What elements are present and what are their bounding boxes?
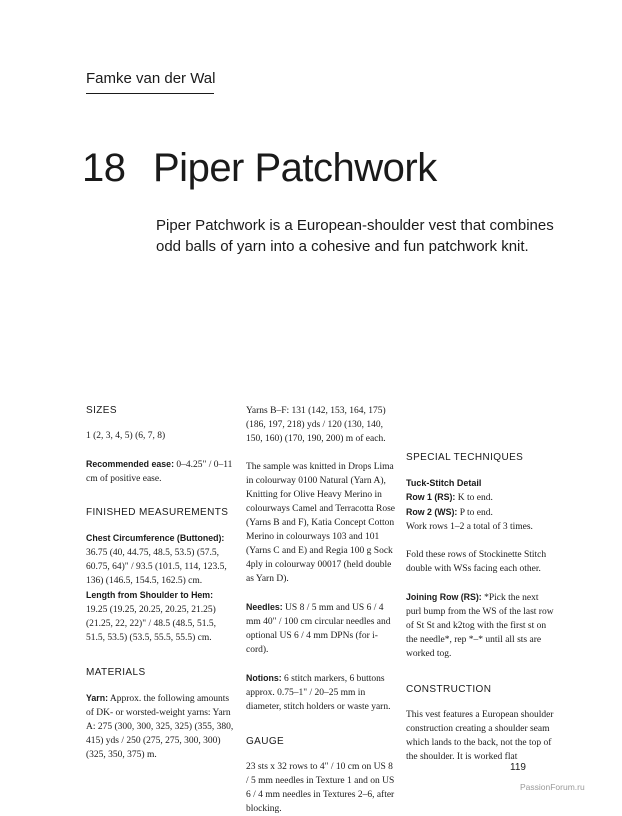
row2-label: Row 2 (WS): (406, 507, 458, 517)
yarn-text: Approx. the following amounts of DK- or worsted-weight yarns: Yarn A: 275 (300, 300, 325, 325) (355, 380, 415) yds / 250 (275, 275, 300, 300) (325, 350, 375) m. (86, 694, 234, 760)
sizes-heading: SIZES (86, 405, 117, 416)
joining-label: Joining Row (RS): (406, 592, 482, 602)
fold-paragraph: Fold these rows of Stockinette Stitch double with WSs facing each other. (406, 550, 547, 574)
ease-label: Recommended ease: (86, 459, 175, 469)
work-rows-paragraph: Work rows 1–2 a total of 3 times. (406, 522, 533, 532)
notions-text: 6 stitch markers, 6 buttons approx. 0.75–1" / 20–25 mm in diameter, stitch holders or waste yarn. (246, 674, 391, 712)
needles-text: US 8 / 5 mm and US 6 / 4 mm 40" / 100 cm circular needles and optional US 6 / 4 mm DPNs (for i-cord). (246, 603, 391, 655)
column-2 (246, 404, 396, 816)
chest-label: Chest Circumference (Buttoned): (86, 533, 225, 543)
construction-heading: CONSTRUCTION (406, 684, 492, 695)
chest-paragraph (86, 531, 236, 588)
row2-paragraph (406, 505, 556, 520)
needles-paragraph (246, 600, 396, 657)
tuck-stitch-heading: Tuck-Stitch Detail (406, 478, 482, 488)
gauge-heading: GAUGE (246, 736, 285, 747)
page-number: 119 (510, 762, 526, 773)
column-3 (406, 404, 556, 764)
designer-name: Famke van der Wal (86, 70, 216, 87)
yarn-label: Yarn: (86, 693, 109, 703)
construction-text: This vest features a European shoulder construction creating a shoulder seam which lands to the back, not the top of the shoulder. It is worked flat (406, 710, 554, 762)
pattern-title: Piper Patchwork (153, 146, 437, 190)
sizes-values: 1 (2, 3, 4, 5) (6, 7, 8) (86, 431, 166, 441)
chest-text: 36.75 (40, 44.75, 48.5, 53.5) (57.5, 60.75, 64)" / 93.5 (101.5, 114, 123.5, 136) (146.5, 154.5, 162.5) cm. (86, 548, 227, 586)
row1-text: K to end. (455, 493, 493, 503)
length-text: 19.25 (19.25, 20.25, 20.25, 21.25) (21.25, 22, 22)" / 48.5 (48.5, 51.5, 51.5, 53.5) (53.5, 55.5, 55.5) cm. (86, 605, 217, 643)
pattern-intro: Piper Patchwork is a European-shoulder vest that combines odd balls of yarn into a cohesive and fun patchwork knit. (156, 217, 554, 255)
pattern-number: 18 (82, 146, 126, 190)
length-paragraph (86, 588, 236, 645)
finished-heading: FINISHED MEASUREMENTS (86, 507, 229, 518)
row1-paragraph (406, 490, 556, 505)
yarn-paragraph (86, 691, 236, 762)
column-1 (86, 404, 236, 762)
designer-underline (86, 93, 214, 94)
ease-paragraph (86, 457, 236, 486)
sample-paragraph: The sample was knitted in Drops Lima in colourway 0100 Natural (Yarn A), Knitting for Olive Heavy Merino in colourways Camel and Terracotta Rose (Yarns B and F), Katia Concept Cotton Merino in colourways 103 and 101 (Yarns C and E) and Regia 100 g Sock 4ply in colourway 00017 (held double as Yarn D). (246, 462, 395, 584)
notions-label: Notions: (246, 673, 282, 683)
ease-text: 0–4.25" / 0–11 cm of positive ease. (86, 460, 233, 484)
materials-heading: MATERIALS (86, 667, 146, 678)
watermark: PassionForum.ru (520, 782, 585, 792)
needles-label: Needles: (246, 602, 283, 612)
yarns-bf-paragraph: Yarns B–F: 131 (142, 153, 164, 175) (186, 197, 218) yds / 120 (130, 140, 150, 160) (170, 190, 200) m of each. (246, 406, 386, 444)
row2-text: P to end. (457, 508, 493, 518)
row1-label: Row 1 (RS): (406, 492, 456, 502)
notions-paragraph (246, 671, 396, 714)
joining-paragraph (406, 590, 556, 661)
gauge-text: 23 sts x 32 rows to 4" / 10 cm on US 8 / 5 mm needles in Texture 1 and on US 6 / 4 mm needles in Textures 2–6, after blocking. (246, 762, 395, 814)
techniques-heading: SPECIAL TECHNIQUES (406, 452, 524, 463)
joining-text: *Pick the next purl bump from the WS of the last row of St St and k2tog with the first st on the needle*, rep *–* until all sts are worked tog. (406, 593, 554, 659)
length-label: Length from Shoulder to Hem: (86, 590, 214, 600)
